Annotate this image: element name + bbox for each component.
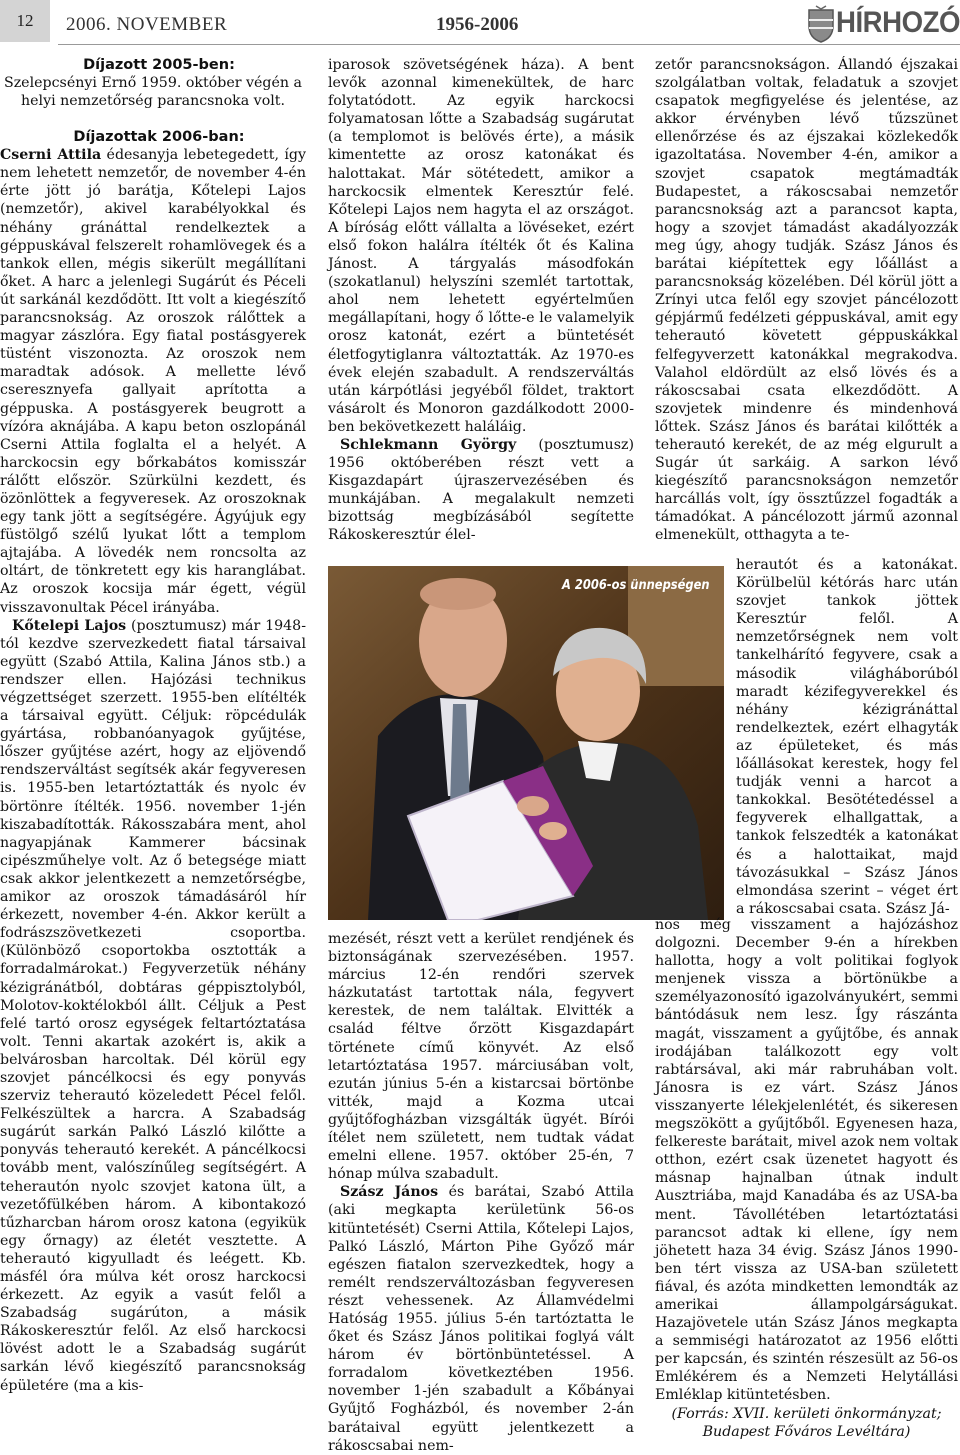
kotelepi-name: Kőtelepi Lajos [12,617,127,634]
ceremony-photo [328,566,724,920]
column-2-lower [328,930,634,1455]
logo-text: HÍRHOZÓ [836,6,960,39]
kotelepi-paragraph [0,617,306,1395]
szasz-name: Szász János [340,1184,439,1201]
page-header [0,0,960,48]
source-note: (Forrás: XVII. kerületi önkormányzat; Budapest Főváros Levéltára) [671,1405,942,1440]
issue-date: 2006. NOVEMBER [66,14,228,35]
szasz-continued: zetőr parancsnokságon. Állandó éjszakai szolgálatban voltak, feladatuk a szovjet csapatok megfigyelése és jelentése, az akkor érvényben lévő tűzszünet ellenőrzése és az éjszakai közlekedők igazoltatása. November 4-én, amikor a szovjet csapatok megtámadták Budapestet, a rákoscsabai nemzetőr parancsnokság azt a parancsot kapta, hogy a szovjet támadást akadályozzák meg úgy, ahogy tudják. Szász János és barátai kiépítettek egy lőállást a parancsnokság közelében. Dél körül jött a Zrínyi utca felől egy szovjet páncélozott gépjármű fedélzeti géppuskával, amit egy teherautó követett géppuskákkal felfegyverzett katonákkal megrakodva. Valahol eldördült az első lövés és a rákoscsabai csata elkezdődött. A szovjetek mindenre és mindenhová lőttek. Szász János és barátai kilőtték a teherautó kerekét, de az még elgurult a Sugár út sarkáig. A sarkon lévő kiegészítő parancsnokságon nemzetőr harcállás volt, így össztűzzel fogadták a támadókat. A páncélozott jármű azonnal elmenekült, otthagyta a te- [655,57,958,544]
column-3 [655,56,958,545]
column-3-lower [655,916,958,1441]
cserni-name: Cserni Attila [0,147,102,164]
szasz-paragraph [328,1183,634,1454]
awardee-2005-text: Szelepcsényi Ernő 1959. október végén a helyi nemzetőrség parancsnoka volt. [3,75,303,110]
kotelepi-text: (posztumusz) már 1948-tól kezdve szervezkedett fiatal társaival együtt (Szabó Attila, Kalina János stb.) a rendszer ellen. Hajózási technikus végzettséget szerzett. 1955-ben elítélték a társaival együtt. Céljuk: röpcédulák gyártása, robbanóanyagok gyűjtése, lőszer gyűjtése azért, hogy az eljövendő rendszerváltást segítsék akár fegyveresen is. 1955-ben letartóztatták és nyolc év börtönre ítélték. 1956. november 1-jén kiszabadították. Rákosszabára ment, ahol nagyapjának Kammerer bácsinak cipészműhelye volt. Az ő betegsége miatt csak akkor jelentkezett a nemzetőrségbe, amikor az oroszok támadásáról hír érkezett, november 4-én. Akkor került a fodrászszövetkezeti csoportba. (Különböző csoportokba osztották a forradalmárokat.) Fegyverzetük néhány kézigránátból, dobtáras géppisztolyból, Molotov-koktélokból állt. Céljuk a Pest felé tartó orosz egységek feltartóztatása volt. Tenni akartak azokért is, akik a belvárosban harcoltak. Dél körül egy szovjet páncélkocsi és egy ponyvás szerviz teherautó közeledett Pécel felől. Felkészültek a harcra. A Szabadság sugárút sarkán Palkó László kilőtte a ponyvás teherautó kerekét. A páncélkocsi tovább ment, valószínűleg segítségért. A teherautón nyolc szovjet katona ült, a vezetőfülkében három. A kibontakozó tűzharcban három orosz katona (egyikük egy őrnagy) az életét vesztette. A teherautó kigyulladt és leégett. Kb. másfél óra múlva két orosz harckocsi érkezett. Az egyik a vasút felől a Szabadság sugárúton, a másik Rákoskeresztúr felől. Az első harckocsi lövést adott le a Szabadság sugárút sarkán lévő kiegészítő parancsnokság épületére (ma a kis- [0,617,306,1394]
coat-of-arms-icon [806,4,836,44]
cserni-text: édesanyja lebetegedett, így nem lehetett nemzetőr, de november 4-én érte jött jó barátja, Kőtelepi Lajos (nemzetőr), akivel karabélyokkal és néhány gránáttal rendelkeztek a géppuskával felszerelt rohamlövegek és a tankok ellen, mégis sikerült megállítani őket. A harc a jelenlegi Sugárút és Péceli út sarkánál kezdődött. Itt volt a kiegészítő parancsnokság. Az oroszok rálőttek a magyar zászlóra. Egy fiatal postásgyerek tüstént viszonozta. Az oroszok nem maradtak adósok. A mellette lévő cseresznyefa gallyait aprította a géppuska. A postásgyerek beugrott a vízóra aknájába. A kapu beton oszlopánál Cserni Attila foglalta el a helyét. A harckocsin egy bőrkabátos komisszár rálőtt először. Szürkülni kezdett, és özönlöttek a fegyveresek. Az oroszoknak egy tank jött a segítségére. Ágyújuk egy füstölgő szélű lyukat lőtt a templom ajtajába. A lövedék nem roncsolta az oltárt, de tönkretett egy kis haranglábat. Az oroszok kocsija már égett, végül visszavonultak Pécel irányába. [0,147,306,616]
szasz-continued-lower: nos még visszament a hajózáshoz dolgozni. December 9-én a hírekben hallotta, hogy a volt politikai foglyok menjenek vissza a börtönükbe a személyazonosító igazolványukért, semmi bántódásuk nem lesz. Így rászánta magát, visszament a gyűjtőbe, és annak irodájában találkozott egy volt rabtársával, aki már rabruhában volt. Jánosra is ez várt. Szász János visszanyerte lélekjelenlétét, és sikeresen megszökött a gyűjtőből. Egyenesen haza, felkereste barátait, mivel azok nem voltak otthon, ezért csak üzenetet hagyott és másnap hajnalban útnak indult Ausztriába, majd Kanadába és az USA-ba ment. Távollétében letartóztatási parancsot adtak ki ellene, így nem jöhetett haza 34 évig. Szász János 1990-ben tért vissza az USA-ban született fiával, és azóta mindketten lemondták az amerikai állampolgárságukat. Hazajövetele után Szász János megkapta a semmiségi határozatot az 1956 előtti per kapcsán, és szintén részesült az 56-os Emlékérem és a Nemzeti Helytállási Emléklap kitüntetésben. [655,917,958,1404]
awardee-2005-heading: Díjazott 2005-ben: [83,57,235,73]
anniversary-years: 1956-2006 [436,14,519,35]
szasz-continued-narrow: herautót és a katonákat. Körülbelül kétórás harc után szovjet tankok jöttek Keresztúr felől. A nemzetőrségnek nem volt tankelhárító fegyvere, csak a második világháborúból maradt kézifegyverekkel és néhány kézigránáttal rendelkeztek, ezért elhagyták az épületeket, és más lőállásokat kerestek, hogy fel tudják venni a harcot a tankokkal. Besötétedéssel a fegyverek elhallgattak, a tankok felszedték a katonákat és a halottaikat, majd távozásukkal – Szász János elmondása szerint – véget ért a rákoscsabai csata. Szász Já- [736,557,958,917]
photo-caption: A 2006-os ünnepségen [562,577,710,593]
column-2 [328,56,634,545]
column-3-narrow [736,556,958,918]
newspaper-logo [806,4,958,44]
schlekmann-name: Schlekmann György [340,436,517,453]
schlekmann-continued: mezését, részt vett a kerület rendjének és biztonságának szervezésében. 1957. március 12-én rendőri szervek házkutatást tartottak nála, fegyvert kerestek, de nem találtak. Elvitték a család féltve őrzött Kisgazdapárt története című könyvét. Az első letartóztatása 1957. márciusában volt, ezután június 5-én a kistarcsai börtönbe vitték, majd a Kozma utcai gyűjtőfogházban vizsgálták ügyét. Bírói ítélet nem született, nem tudtak vádat emelni ellene. 1957. október 25-én, 7 hónap múlva szabadult. [328,931,634,1183]
schlekmann-text: (posztumusz) 1956 októberében részt vett a Kisgazdapárt újraszervezésében és munkájában. A megalakult nemzeti bizottság megbízásából segítette Rákoskeresztúr élel- [328,436,634,544]
header-rule [58,44,960,45]
kotelepi-continued: iparosok szövetségének háza). A bent levők azonnal kimenekültek, de harc folytatódott. Az egyik harckocsi folyamatosan lőtte a Szabadság sugárutat (a templomot is belövés érte), a másik kimentette az orosz katonákat és halottakat. Már sötétedett, amikor a harckocsik elmentek Keresztúr felé. Kőtelepi Lajos nem hagyta el az országot. A bíróság előtt vállalta a lövéseket, ezért első fokon halálra ítélték őt és Kalina Jánost. A tárgyalás másodfokán (szokatlanul) helyszíni szemlét tartottak, ahol nem lehetett egyértelműen megállapítani, hogy ő lőtte-e le valamelyik orosz katonát, ezért a büntetését életfogytiglanra változtatták. Az 1970-es évek elején szabadult. A rendszerváltás után kárpótlási jegyéből földet, traktort vásárolt és Monoron gazdálkodott 2000-ben bekövetkezett haláláig. [328,57,634,435]
ceremony-photo-image [328,566,724,920]
szasz-text: és barátai, Szabó Attila (aki megkapta kerületünk 56-os kitüntetését) Cserni Attila, Kőtelepi Lajos, Palkó László, Márton Pihe Győző már egészen fiatalon szervezkedtek, hogy a remélt rendszerváltozásban fegyveresen részt vehessenek. Az Államvédelmi Hatóság 1955. július 5-én tartóztatta le őket és Szász János politikai foglyá vált három év börtönbüntetéssel. A forradalom következtében 1956. november 1-jén szabadult a Kőbányai Gyűjtő Fogházból, és november 2-án barátaival együtt jelentkezett a rákoscsabai nem- [328,1184,634,1454]
awardees-2006-heading: Díjazottak 2006-ban: [73,129,245,146]
page-number: 12 [0,0,50,42]
schlekmann-paragraph [328,436,634,545]
column-1 [0,56,306,1395]
cserni-paragraph [0,146,306,616]
